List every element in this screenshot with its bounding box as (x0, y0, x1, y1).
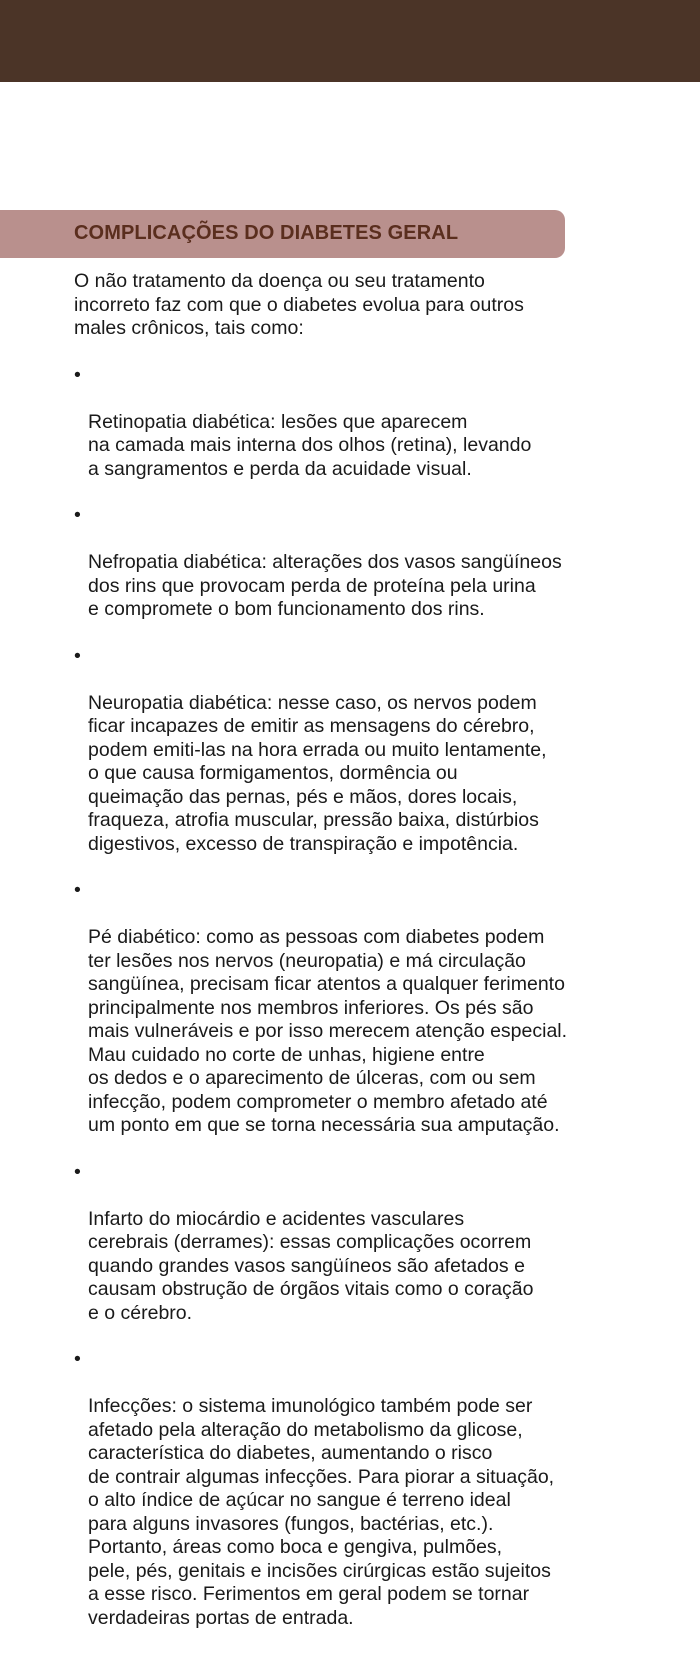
list-item-text: Nefropatia diabética: alterações dos vasos sangüíneos dos rins que provocam perda de proteína pela urina e compromete o bom funcionamento dos rins. (88, 551, 562, 620)
bullet-icon: • (74, 879, 81, 901)
section-title: COMPLICAÇÕES DO DIABETES GERAL (74, 222, 459, 244)
content-body (74, 270, 644, 1653)
list-item-text: Infecções: o sistema imunológico também pode ser afetado pela alteração do metabolismo da glicose, característica do diabetes, aumentando o risco de contrair algumas infecções. Para piorar a situação, o alto índice de açúcar no sangue é terreno ideal para alguns invasores (fungos, bactérias, etc.). Portanto, áreas como boca e gengiva, pulmões, pele, pés, genitais e incisões cirúrgicas estão sujeitos a esse risco. Ferimentos em geral podem se tornar verdadeiras portas de entrada. (88, 1395, 555, 1629)
bullet-icon: • (74, 363, 81, 386)
complications-list (74, 364, 644, 1631)
bullet-icon: • (74, 1160, 81, 1183)
list-item-text: Infarto do miocárdio e acidentes vasculares cerebrais (derrames): essas complicações ocorrem quando grandes vasos sangüíneos são afetados e causam obstrução de órgãos vitais como o coração e o cérebro. (88, 1207, 534, 1324)
top-banner (0, 0, 700, 82)
list-item-pe-diabetico (74, 879, 644, 1138)
section-header-band (0, 210, 565, 258)
list-item-text: Retinopatia diabética: lesões que aparecem na camada mais interna dos olhos (retina), levando a sangramentos e perda da acuidade visual. (88, 410, 532, 480)
intro-paragraph: O não tratamento da doença ou seu tratamento incorreto faz com que o diabetes evolua para outros males crônicos, tais como: (74, 270, 524, 339)
bullet-icon: • (74, 644, 81, 667)
list-item-text: Pé diabético: como as pessoas com diabetes podem ter lesões nos nervos (neuropatia) e má circulação sangüínea, precisam ficar atentos a qualquer ferimento principalmente nos membros inferiores. Os pés são mais vulneráveis e por isso merecem atenção especial. Mau cuidado no corte de unhas, higiene entre os dedos e o aparecimento de úlceras, com ou sem infecção, podem comprometer o membro afetado até um ponto em que se torna necessária sua amputação. (88, 926, 568, 1136)
bullet-icon: • (74, 504, 81, 526)
list-item-infeccoes (74, 1348, 644, 1630)
list-item-text: Neuropatia diabética: nesse caso, os nervos podem ficar incapazes de emitir as mensagens do cérebro, podem emiti-las na hora errada ou muito lentamente, o que causa formigamentos, dormência ou queimação das pernas, pés e mãos, dores locais, fraqueza, atrofia muscular, pressão baixa, distúrbios digestivos, excesso de transpiração e impotência. (88, 691, 547, 855)
list-item-nefropatia (74, 504, 644, 622)
list-item-neuropatia (74, 645, 644, 857)
list-item-infarto (74, 1161, 644, 1326)
list-item-retinopatia (74, 364, 644, 482)
bullet-icon: • (74, 1348, 81, 1370)
